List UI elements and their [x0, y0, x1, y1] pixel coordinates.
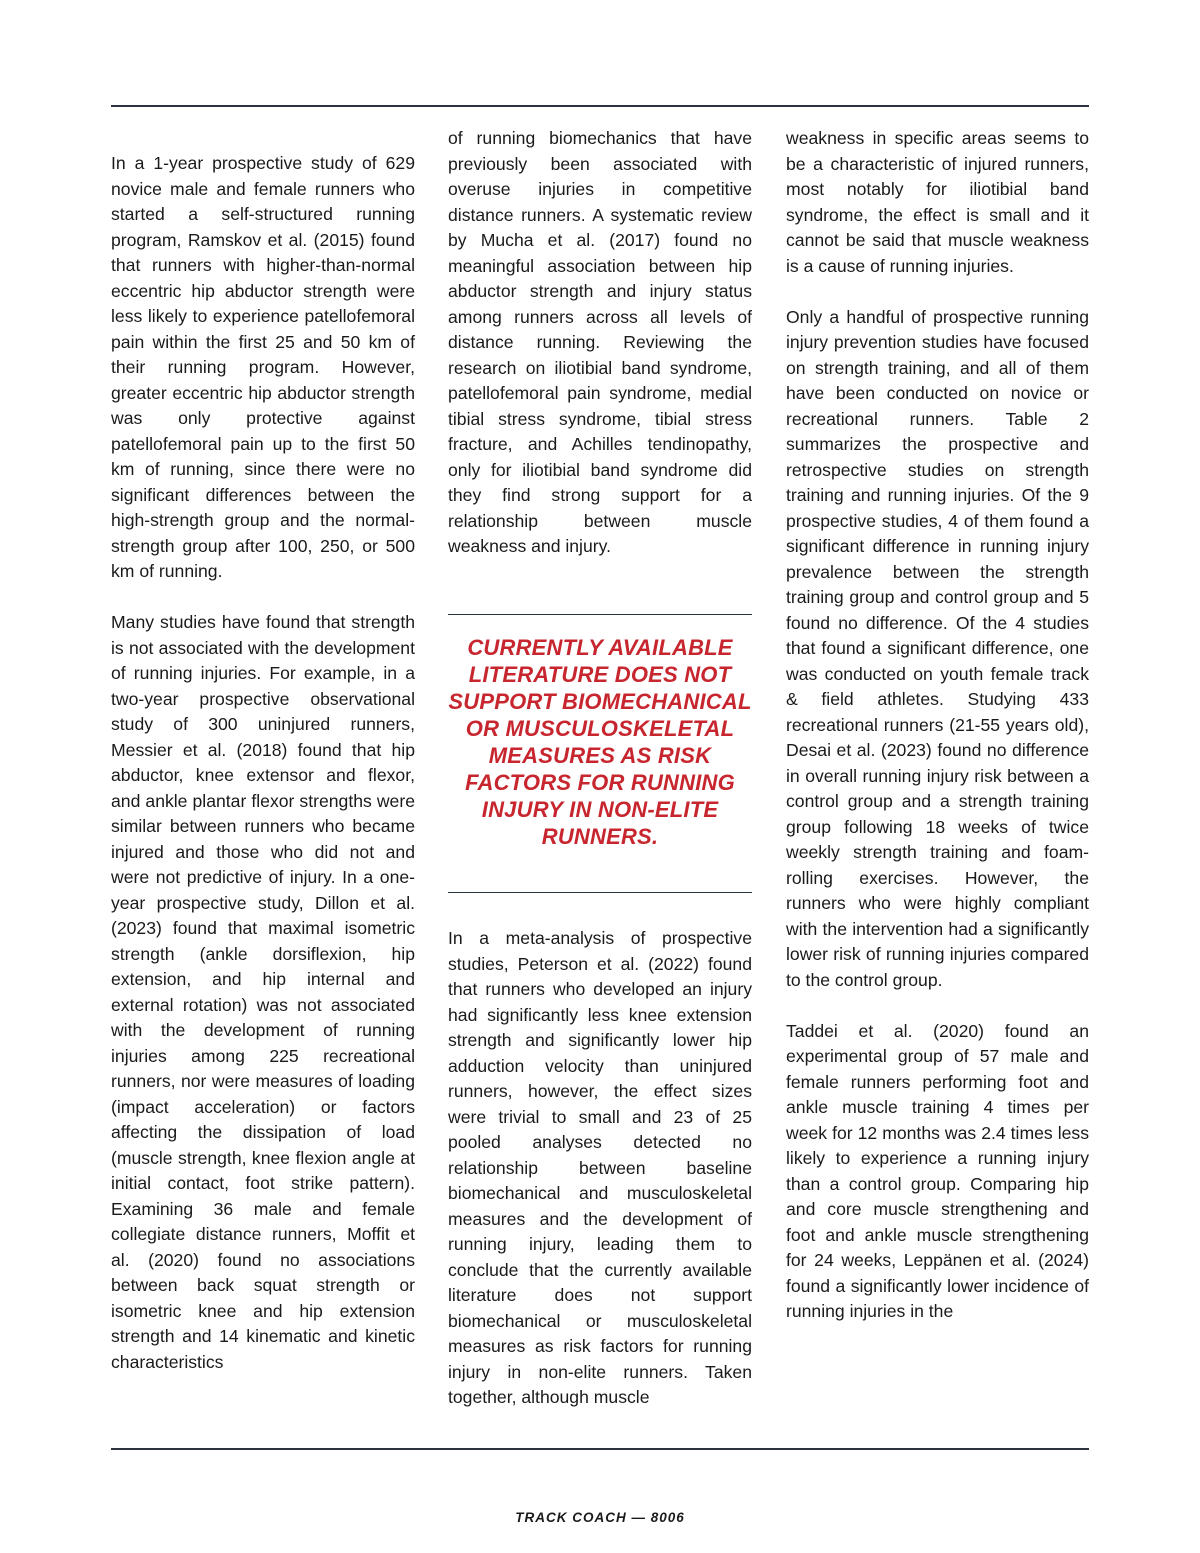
page-footer: TRACK COACH — 8006 — [515, 1510, 685, 1525]
column-2-top — [448, 126, 752, 560]
pull-quote-top-rule — [448, 614, 752, 615]
body-paragraph: Taddei et al. (2020) found an experimental group of 57 male and female runners performing foot and ankle muscle training 4 times per week for 12 months was 2.4 times less likely to experience a running injury than a control group. Comparing hip and core muscle strengthening and foot and ankle muscle strengthening for 24 weeks, Leppänen et al. (2024) found a significantly lower incidence of running injuries in the — [786, 1020, 1089, 1321]
column-3 — [786, 126, 1089, 1325]
body-paragraph: In a meta-analysis of prospective studies, Peterson et al. (2022) found that runners who developed an injury had significantly less knee extension strength and significantly lower hip adduction velocity than uninjured runners, however, the effect sizes were trivial to small and 23 of 25 pooled analyses detected no relationship between baseline biomechanical and musculoskeletal measures and the development of running injury, leading them to conclude that the currently available literature does not support biomechanical or musculoskeletal measures as risk factors for running injury in non-elite runners. Taken together, although muscle — [448, 928, 752, 1407]
body-paragraph: weakness in specific areas seems to be a characteristic of injured runners, most notably for iliotibial band syndrome, the effect is small and it cannot be said that muscle weakness is a cause of running injuries. — [786, 128, 1089, 276]
pull-quote-bottom-rule — [448, 892, 752, 893]
column-1 — [111, 151, 415, 1375]
body-paragraph: Only a handful of prospective running injury prevention studies have focused on strength training, and all of them have been conducted on novice or recreational runners. Table 2 summarizes the prospective and retrospective studies on strength training and running injuries. Of the 9 prospective studies, 4 of them found a significant difference in running injury prevalence between the strength training group and control group and 5 found no difference. Of the 4 studies that found a significant difference, one was conducted on youth female track & field athletes. Studying 433 recreational runners (21-55 years old), Desai et al. (2023) found no difference in overall running injury risk between a control group and a strength training group following 18 weeks of twice weekly strength training and foam-rolling exercises. However, the runners who were highly compliant with the intervention had a significantly lower risk of running injuries compared to the control group. — [786, 306, 1089, 990]
bottom-rule — [111, 1448, 1089, 1450]
body-paragraph: Many studies have found that strength is not associated with the development of running injuries. For example, in a two-year prospective observational study of 300 uninjured runners, Messier et al. (2018) found that hip abductor, knee extensor and flexor, and ankle plantar flexor strengths were similar between runners who became injured and those who did not and were not predictive of injury. In a one-year prospective study, Dillon et al. (2023) found that maximal isometric strength (ankle dorsiflexion, hip extension, and hip internal and external rotation) was not associated with the development of running injuries among 225 recreational runners, nor were measures of loading (impact acceleration) or factors affecting the dissipation of load (muscle strength, knee flexion angle at initial contact, foot strike pattern). Examining 36 male and female collegiate distance runners, Moffit et al. (2020) found no associations between back squat strength or isometric knee and hip extension strength and 14 kinematic and kinetic characteristics — [111, 612, 415, 1372]
body-paragraph: In a 1-year prospective study of 629 novice male and female runners who started a self-structured running program, Ramskov et al. (2015) found that runners with higher-than-normal eccentric hip abductor strength were less likely to experience patellofemoral pain within the first 25 and 50 km of their running program. However, greater eccentric hip abductor strength was only protective against patellofemoral pain up to the first 50 km of running, since there were no significant differences between the high-strength group and the normal-strength group after 100, 250, or 500 km of running. — [111, 153, 415, 581]
top-rule — [111, 105, 1089, 107]
body-paragraph: of running biomechanics that have previously been associated with overuse injuries in competitive distance runners. A systematic review by Mucha et al. (2017) found no meaningful association between hip abductor strength and injury status among runners across all levels of distance running. Reviewing the research on iliotibial band syndrome, patellofemoral pain syndrome, medial tibial stress syndrome, tibial stress fracture, and Achilles tendinopathy, only for iliotibial band syndrome did they find strong support for a relationship between muscle weakness and injury. — [448, 128, 752, 556]
column-2-bottom — [448, 926, 752, 1411]
pull-quote-text: CURRENTLY AVAILABLE LITERATURE DOES NOT SUPPORT BIOMECHANICAL OR MUSCULOSKELETAL MEASURES AS RISK FACTORS FOR RUNNING INJURY IN NON-ELITE RUNNERS. — [448, 635, 752, 849]
pull-quote — [448, 614, 752, 892]
